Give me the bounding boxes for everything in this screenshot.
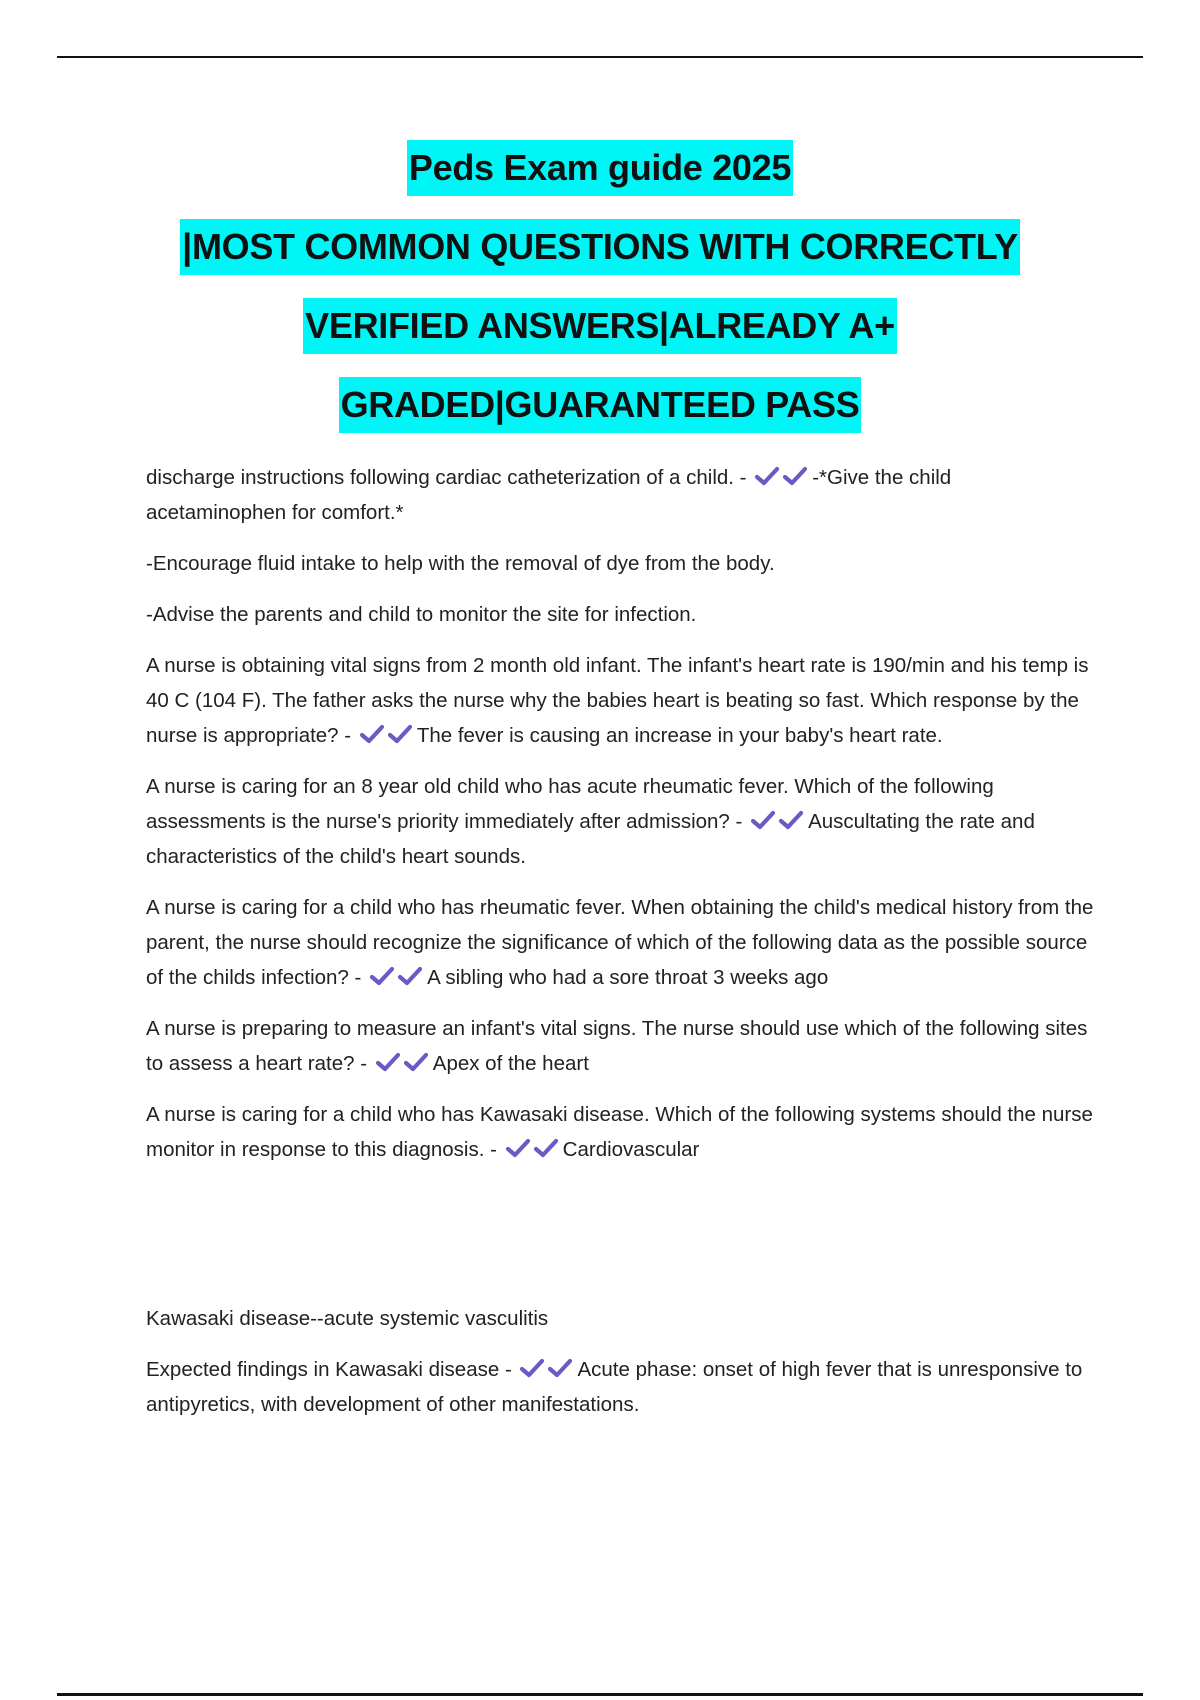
double-check-icon bbox=[358, 723, 416, 745]
double-check-icon bbox=[504, 1137, 562, 1159]
question-text: discharge instructions following cardiac catheterization of a child. - bbox=[146, 466, 753, 489]
answer-text: A sibling who had a sore throat 3 weeks ago bbox=[427, 966, 829, 989]
answer-text: The fever is causing an increase in your baby's heart rate. bbox=[416, 724, 943, 747]
question-text: A nurse is preparing to measure an infant's vital signs. The nurse should use which of the following sites to assess a heart rate? - bbox=[146, 1017, 1088, 1075]
double-check-icon bbox=[374, 1051, 432, 1073]
answer-text: Auscultating the rate and characteristics of the child's heart sounds. bbox=[146, 810, 1035, 868]
qa-item bbox=[146, 1011, 1096, 1081]
note-text: -Advise the parents and child to monitor the site for infection. bbox=[146, 603, 697, 626]
qa-item bbox=[146, 460, 1096, 530]
double-check-icon bbox=[753, 465, 811, 487]
qa-item bbox=[146, 1352, 1096, 1422]
title-text: |MOST COMMON QUESTIONS WITH CORRECTLY bbox=[180, 219, 1020, 275]
double-check-icon bbox=[749, 809, 807, 831]
note-item bbox=[146, 546, 1096, 581]
title-text: GRADED|GUARANTEED PASS bbox=[339, 377, 862, 433]
bottom-rule bbox=[57, 1693, 1143, 1696]
title-text: VERIFIED ANSWERS|ALREADY A+ bbox=[303, 298, 897, 354]
title-line bbox=[0, 219, 1200, 298]
question-text: A nurse is caring for a child who has rheumatic fever. When obtaining the child's medical history from the parent, the nurse should recognize the significance of which of the following data as the possible source of the childs infection? - bbox=[146, 896, 1094, 989]
title-line bbox=[0, 298, 1200, 377]
qa-content bbox=[146, 460, 1096, 1438]
qa-item bbox=[146, 1097, 1096, 1167]
question-text: Expected findings in Kawasaki disease - bbox=[146, 1358, 518, 1381]
question-text: A nurse is obtaining vital signs from 2 month old infant. The infant's heart rate is 190/min and his temp is 40 C (104 F). The father asks the nurse why the babies heart is beating so fast. Which response by the nurse is appropriate? - bbox=[146, 654, 1089, 747]
spacer bbox=[146, 1183, 1096, 1301]
document-title bbox=[0, 140, 1200, 456]
note-item bbox=[146, 1301, 1096, 1336]
note-item bbox=[146, 597, 1096, 632]
title-line bbox=[0, 377, 1200, 456]
qa-item bbox=[146, 769, 1096, 874]
title-text: Peds Exam guide 2025 bbox=[407, 140, 793, 196]
question-text: A nurse is caring for a child who has Kawasaki disease. Which of the following systems should the nurse monitor in response to this diagnosis. - bbox=[146, 1103, 1093, 1161]
note-text: Kawasaki disease--acute systemic vasculitis bbox=[146, 1307, 549, 1330]
note-text: -Encourage fluid intake to help with the removal of dye from the body. bbox=[146, 552, 775, 575]
double-check-icon bbox=[368, 965, 426, 987]
top-rule bbox=[57, 56, 1143, 58]
double-check-icon bbox=[518, 1357, 576, 1379]
qa-item bbox=[146, 890, 1096, 995]
answer-text: -*Give the child acetaminophen for comfort.* bbox=[146, 466, 952, 524]
question-text: A nurse is caring for an 8 year old child who has acute rheumatic fever. Which of the following assessments is the nurse's priority immediately after admission? - bbox=[146, 775, 994, 833]
title-line bbox=[0, 140, 1200, 219]
answer-text: Acute phase: onset of high fever that is unresponsive to antipyretics, with development of other manifestations. bbox=[146, 1358, 1083, 1416]
qa-item bbox=[146, 648, 1096, 753]
answer-text: Apex of the heart bbox=[432, 1052, 589, 1075]
answer-text: Cardiovascular bbox=[562, 1138, 700, 1161]
